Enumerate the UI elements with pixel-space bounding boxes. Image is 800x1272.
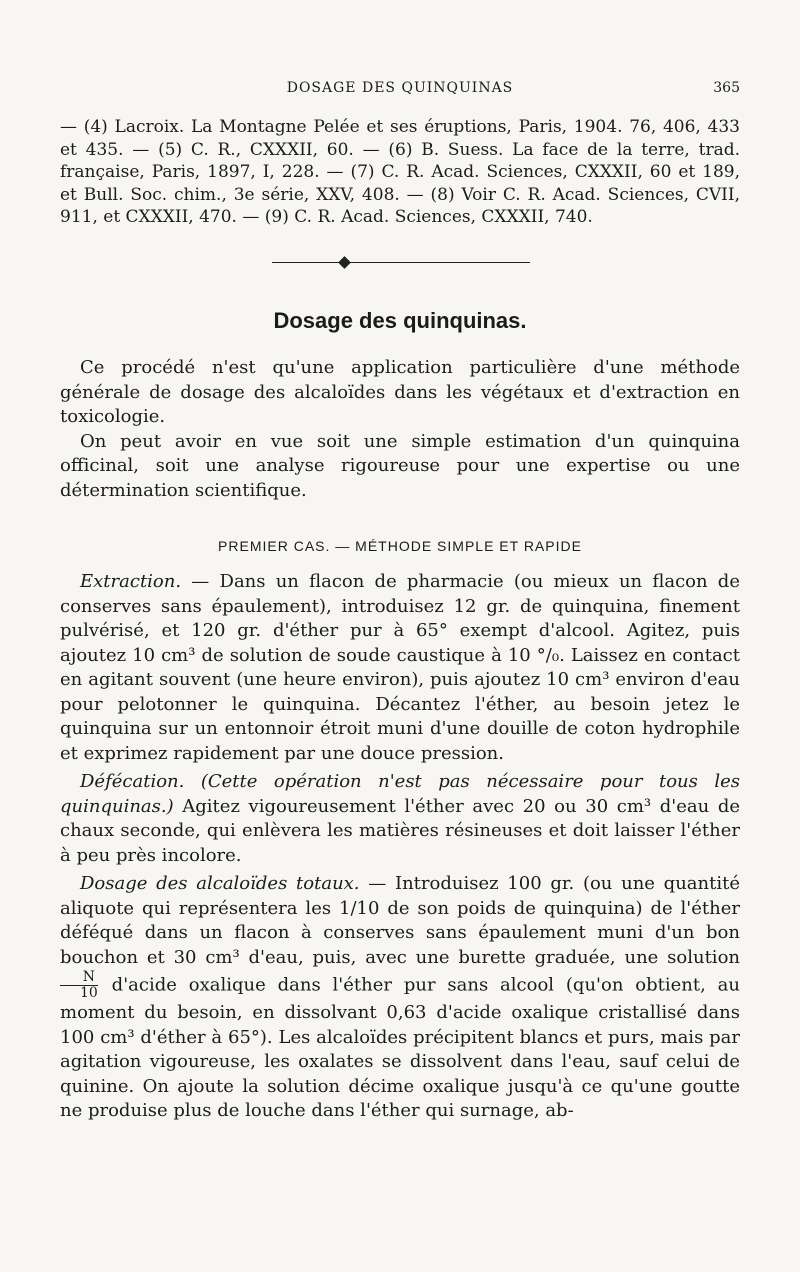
running-title: DOSAGE DES QUINQUINAS <box>286 80 514 96</box>
methods-text <box>60 570 740 1128</box>
section-title: Dosage des quinquinas. <box>273 308 527 333</box>
section-divider <box>272 262 530 263</box>
extraction-text: — Dans un flacon de pharmacie (ou mieux un flacon de conserves sans épaulement), introduisez 12 gr. de quinquina, finement pulvérisé, et 120 gr. d'éther pur à 65° exempt d'alcool. Agitez, puis ajoutez 10 cm³ de solution de soude caustique à 10 °/₀. Laissez en contact en agitant souvent (une heure environ), puis ajoutez 10 cm³ environ d'eau pour pelotonner le quinquina. Décantez l'éther, au besoin jetez le quinquina sur un entonnoir étroit muni d'une douille de coton hydrophile et exprimez rapidement par une douce pression. <box>60 571 740 764</box>
defecation-text: Agitez vigoureusement l'éther avec 20 ou 30 cm³ d'eau de chaux seconde, qui enlèvera les matières résineuses et doit laisser l'éther à peu près incolore. <box>60 795 740 866</box>
running-header <box>60 80 740 104</box>
references-block <box>60 116 740 229</box>
intro-paragraph: On peut avoir en vue soit une simple estimation d'un quinquina officinal, soit une analyse rigoureuse pour une expertise ou une détermination scientifique. <box>60 430 740 501</box>
extraction-lead: Extraction. <box>80 571 182 592</box>
reference-list: — (4) Lacroix. La Montagne Pelée et ses éruptions, Paris, 1904. 76, 406, 433 et 435. — (5) C. R., CXXXII, 60. — (6) B. Suess. La face de la terre, trad. française, Paris, 1897, I, 228. — (7) C. R. Acad. Sciences, CXXXII, 60 et 189, et Bull. Soc. chim., 3e série, XXV, 408. — (8) Voir C. R. Acad. Sciences, CVII, 911, et CXXXII, 470. — (9) C. R. Acad. Sciences, CXXXII, 740. <box>60 117 740 227</box>
dosage-text-after: d'acide oxalique dans l'éther pur sans alcool (qu'on obtient, au moment du besoin, en dissolvant 0,63 d'acide oxalique cristallisé dans 100 cm³ d'éther à 65°). Les alcaloïdes précipitent blancs et purs, mais par agitation vigoureuse, les oxalates se dissolvent dans l'eau, sauf celui de quinine. On ajoute la solution décime oxalique jusqu'à ce qu'une goutte ne produise plus de louche dans l'éther qui surnage, ab- <box>60 974 740 1121</box>
dosage-lead: Dosage des alcaloïdes totaux. <box>80 873 360 894</box>
fraction-denominator: 10 <box>80 985 98 1001</box>
subheading: PREMIER CAS. — MÉTHODE SIMPLE ET RAPIDE <box>218 538 582 554</box>
page-number: 365 <box>713 80 740 96</box>
fraction-numerator: N <box>60 970 98 986</box>
divider-ornament <box>338 256 351 269</box>
fraction <box>60 970 98 1001</box>
dosage-paragraph <box>60 872 740 1124</box>
intro-paragraph: Ce procédé n'est qu'une application particulière d'une méthode générale de dosage des alcaloïdes dans les végétaux et d'extraction en toxicologie. <box>60 357 740 427</box>
defecation-paragraph <box>60 770 740 868</box>
intro-text <box>60 356 740 503</box>
dosage-text-before: — Introduisez 100 gr. (ou une quantité aliquote qui représentera les 1/10 de son poids de quinquina) de l'éther déféqué dans un flacon à conserves sans épaulement muni d'un bon bouchon et 30 cm³ d'eau, puis, avec une burette graduée, une solution <box>60 873 740 968</box>
extraction-paragraph <box>60 570 740 766</box>
defecation-lead: Défécation. (Cette opération n'est pas nécessaire pour tous les quinquinas.) <box>60 771 740 817</box>
